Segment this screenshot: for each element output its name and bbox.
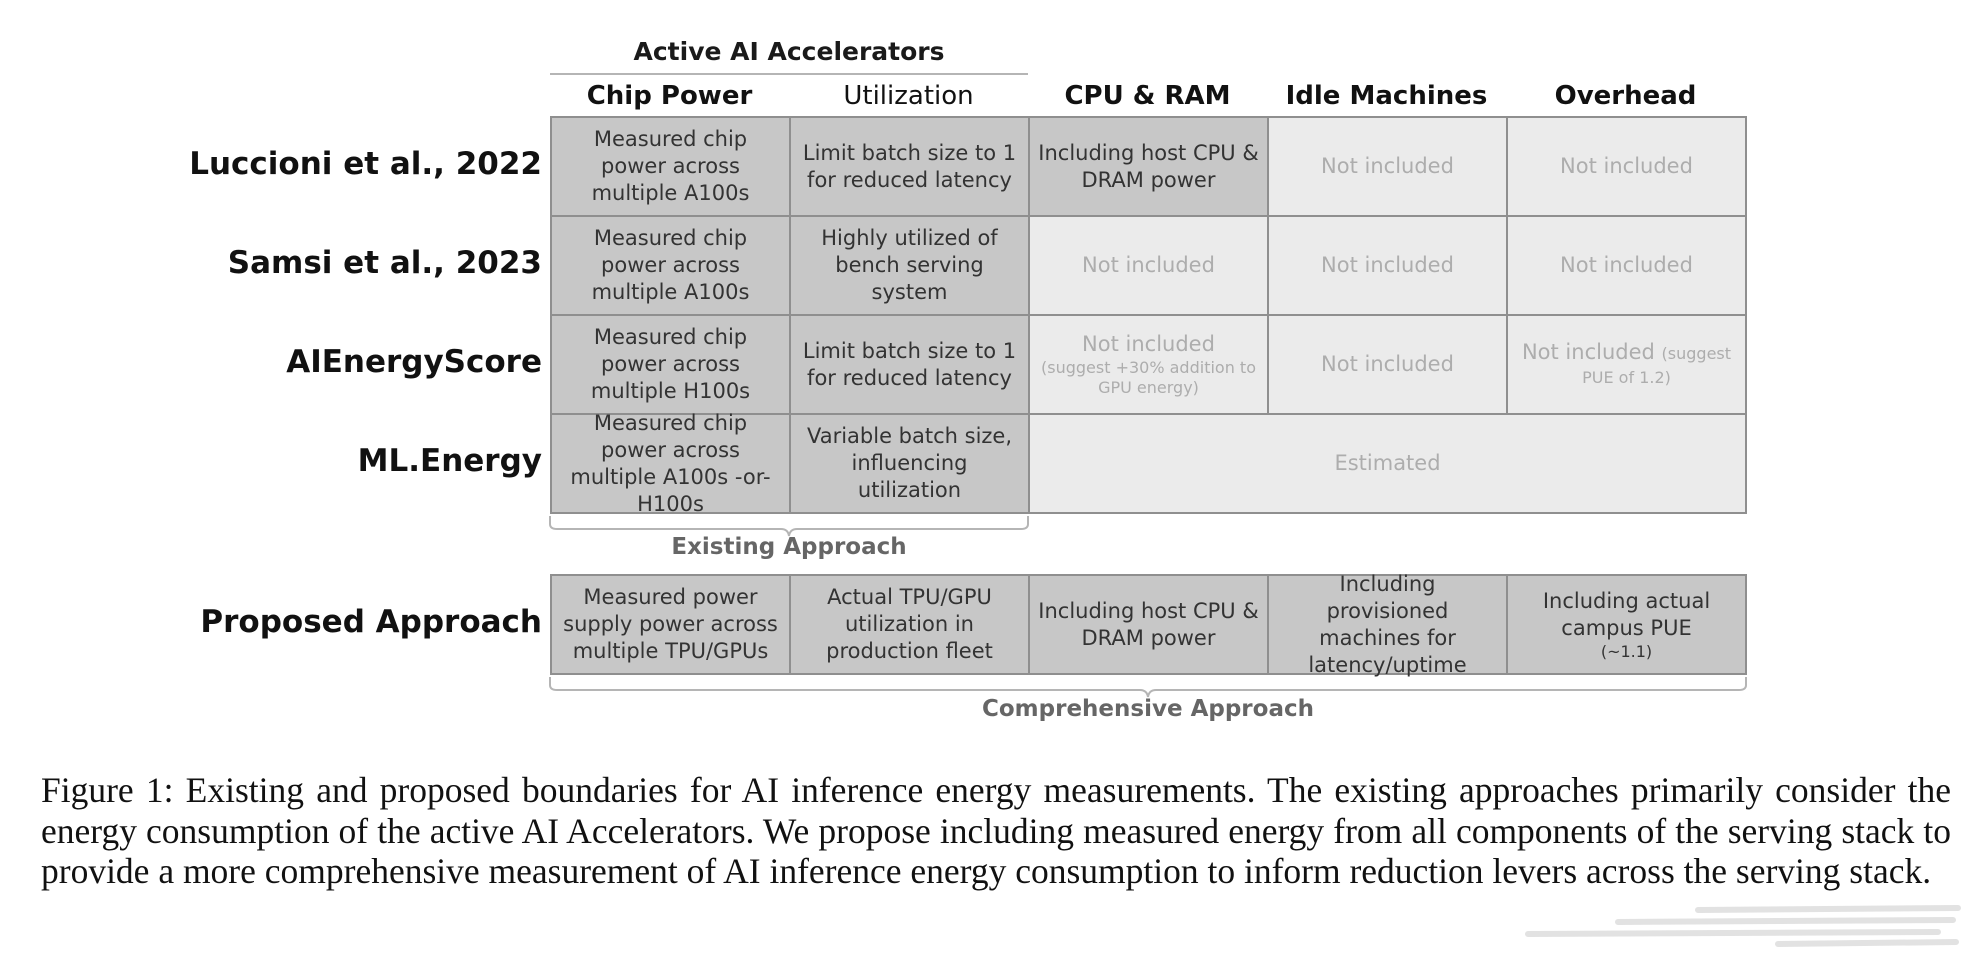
cell-luccioni-utilization: Limit batch size to 1 for reduced latency (789, 116, 1030, 217)
cell-proposed-utilization: Actual TPU/GPU utilization in production fleet (789, 574, 1030, 675)
row-label-luccioni: Luccioni et al., 2022 (189, 146, 542, 182)
cell-samsi-overhead: Not included (1506, 215, 1747, 316)
column-header-overhead: Overhead (1554, 81, 1697, 111)
figure-caption: Figure 1: Existing and proposed boundaries for AI inference energy measurements. The existing approaches primarily consider the energy consumption of the active AI Accelerators. We propose including measured energy from all components of the serving stack to provide a more comprehensive measurement of AI inference energy consumption to inform reduction levers across the serving stack. (41, 770, 1951, 891)
cell-luccioni-overhead: Not included (1506, 116, 1747, 217)
cell-aienergyscore-overhead-note: (suggest PUE of 1.2) (1582, 343, 1732, 387)
cell-aienergyscore-overhead-text: Not included (1521, 339, 1655, 364)
cell-ml-energy-utilization: Variable batch size, influencing utilization (789, 413, 1030, 514)
row-label-proposed-approach: Proposed Approach (200, 604, 542, 640)
cell-samsi-idle-machines: Not included (1267, 215, 1508, 316)
cell-aienergyscore-overhead-content (1516, 341, 1737, 389)
cell-ml-energy-chip-power: Measured chip power across multiple A100s -or- H100s (550, 413, 791, 514)
comprehensive-approach-brace (549, 676, 1747, 698)
cell-aienergyscore-cpu-ram-text: Not included (1082, 332, 1215, 356)
cell-proposed-cpu-ram: Including host CPU & DRAM power (1028, 574, 1269, 675)
cell-ml-energy-estimated: Estimated (1028, 413, 1747, 514)
cell-aienergyscore-utilization: Limit batch size to 1 for reduced latency (789, 314, 1030, 415)
column-header-utilization: Utilization (843, 81, 974, 111)
cell-samsi-cpu-ram: Not included (1028, 215, 1269, 316)
cell-luccioni-cpu-ram: Including host CPU & DRAM power (1028, 116, 1269, 217)
group-header-underline (550, 73, 1028, 75)
cell-proposed-overhead-text: Including actual campus PUE (1542, 588, 1711, 640)
scanned-artifact-mark (1498, 892, 1968, 952)
row-label-ml-energy: ML.Energy (357, 443, 542, 479)
cell-proposed-idle-machines: Including provisioned machines for latency/uptime (1267, 574, 1508, 675)
cell-proposed-overhead (1506, 574, 1747, 675)
column-header-idle-machines: Idle Machines (1285, 81, 1488, 111)
cell-samsi-utilization: Highly utilized of bench serving system (789, 215, 1030, 316)
column-header-chip-power: Chip Power (586, 81, 753, 111)
column-header-cpu-ram: CPU & RAM (1064, 81, 1231, 111)
cell-proposed-overhead-note: (~1.1) (1600, 641, 1653, 661)
cell-aienergyscore-cpu-ram (1028, 314, 1269, 415)
group-header-active-ai-accelerators: Active AI Accelerators (633, 37, 945, 66)
cell-luccioni-chip-power: Measured chip power across multiple A100s (550, 116, 791, 217)
cell-proposed-chip-power: Measured power supply power across multiple TPU/GPUs (550, 574, 791, 675)
cell-aienergyscore-cpu-ram-note: (suggest +30% addition to GPU energy) (1041, 358, 1256, 397)
cell-aienergyscore-chip-power: Measured chip power across multiple H100s (550, 314, 791, 415)
cell-aienergyscore-idle-machines: Not included (1267, 314, 1508, 415)
cell-aienergyscore-overhead (1506, 314, 1747, 415)
comprehensive-approach-label: Comprehensive Approach (982, 696, 1314, 722)
row-label-samsi: Samsi et al., 2023 (227, 245, 542, 281)
cell-samsi-chip-power: Measured chip power across multiple A100s (550, 215, 791, 316)
cell-luccioni-idle-machines: Not included (1267, 116, 1508, 217)
row-label-aienergyscore: AIEnergyScore (286, 344, 542, 380)
existing-approach-label: Existing Approach (671, 534, 907, 560)
